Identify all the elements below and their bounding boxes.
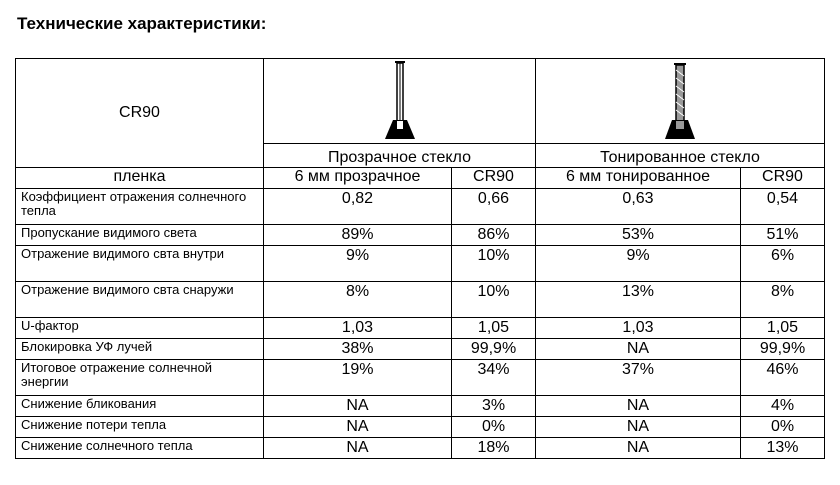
value-cell: 0%	[452, 417, 536, 438]
tinted-glass-label: Тонированное стекло	[536, 144, 825, 168]
col-header-clear-cr90: CR90	[452, 168, 536, 189]
value-cell: 19%	[264, 360, 452, 396]
clear-glass-cell	[264, 59, 536, 144]
value-cell: 1,05	[452, 318, 536, 339]
table-row	[16, 396, 825, 417]
table-row	[16, 246, 825, 282]
value-cell: 10%	[452, 246, 536, 282]
value-cell: 8%	[741, 282, 825, 318]
col-header-tinted-cr90: CR90	[741, 168, 825, 189]
value-cell: 8%	[264, 282, 452, 318]
value-cell: 1,03	[536, 318, 741, 339]
value-cell: 34%	[452, 360, 536, 396]
value-cell: 6%	[741, 246, 825, 282]
table-row	[16, 282, 825, 318]
value-cell: 10%	[452, 282, 536, 318]
value-cell: 46%	[741, 360, 825, 396]
row-label: Итоговое отражение солнечной энергии	[16, 360, 264, 396]
value-cell: 53%	[536, 225, 741, 246]
value-cell: 0,63	[536, 189, 741, 225]
value-cell: 86%	[452, 225, 536, 246]
col-header-clear-6mm: 6 мм прозрачное	[264, 168, 452, 189]
value-cell: 4%	[741, 396, 825, 417]
col-header-tinted-6mm: 6 мм тонированное	[536, 168, 741, 189]
value-cell: NA	[536, 438, 741, 459]
row-label: U-фактор	[16, 318, 264, 339]
spec-table	[15, 58, 825, 459]
value-cell: 0%	[741, 417, 825, 438]
value-cell: 37%	[536, 360, 741, 396]
value-cell: 99,9%	[741, 339, 825, 360]
value-cell: NA	[264, 438, 452, 459]
value-cell: 1,03	[264, 318, 452, 339]
row-label: Коэффициент отражения солнечного тепла	[16, 189, 264, 225]
table-row	[16, 225, 825, 246]
row-label: Снижение бликования	[16, 396, 264, 417]
row-label: Снижение потери тепла	[16, 417, 264, 438]
table-row	[16, 360, 825, 396]
value-cell: 51%	[741, 225, 825, 246]
clear-glass-label: Прозрачное стекло	[264, 144, 536, 168]
value-cell: 13%	[536, 282, 741, 318]
clear-glass-stand-icon	[380, 60, 420, 140]
value-cell: 0,66	[452, 189, 536, 225]
table-row	[16, 438, 825, 459]
model-name: CR90	[16, 59, 264, 168]
value-cell: NA	[264, 396, 452, 417]
value-cell: 3%	[452, 396, 536, 417]
value-cell: 99,9%	[452, 339, 536, 360]
row-label: Блокировка УФ лучей	[16, 339, 264, 360]
page-title: Технические характеристики:	[17, 14, 267, 33]
value-cell: 0,82	[264, 189, 452, 225]
film-header: пленка	[16, 168, 264, 189]
column-header-row	[16, 168, 825, 189]
value-cell: 89%	[264, 225, 452, 246]
value-cell: 1,05	[741, 318, 825, 339]
value-cell: 38%	[264, 339, 452, 360]
value-cell: NA	[264, 417, 452, 438]
tinted-glass-stand-icon	[660, 60, 700, 140]
table-row	[16, 417, 825, 438]
value-cell: NA	[536, 339, 741, 360]
value-cell: NA	[536, 417, 741, 438]
value-cell: 0,54	[741, 189, 825, 225]
table-row	[16, 318, 825, 339]
table-row	[16, 189, 825, 225]
value-cell: 9%	[536, 246, 741, 282]
value-cell: 18%	[452, 438, 536, 459]
row-label: Снижение солнечного тепла	[16, 438, 264, 459]
value-cell: NA	[536, 396, 741, 417]
row-label: Отражение видимого свта снаружи	[16, 282, 264, 318]
row-label: Пропускание видимого света	[16, 225, 264, 246]
table-row	[16, 339, 825, 360]
row-label: Отражение видимого свта внутри	[16, 246, 264, 282]
value-cell: 9%	[264, 246, 452, 282]
value-cell: 13%	[741, 438, 825, 459]
tinted-glass-cell	[536, 59, 825, 144]
